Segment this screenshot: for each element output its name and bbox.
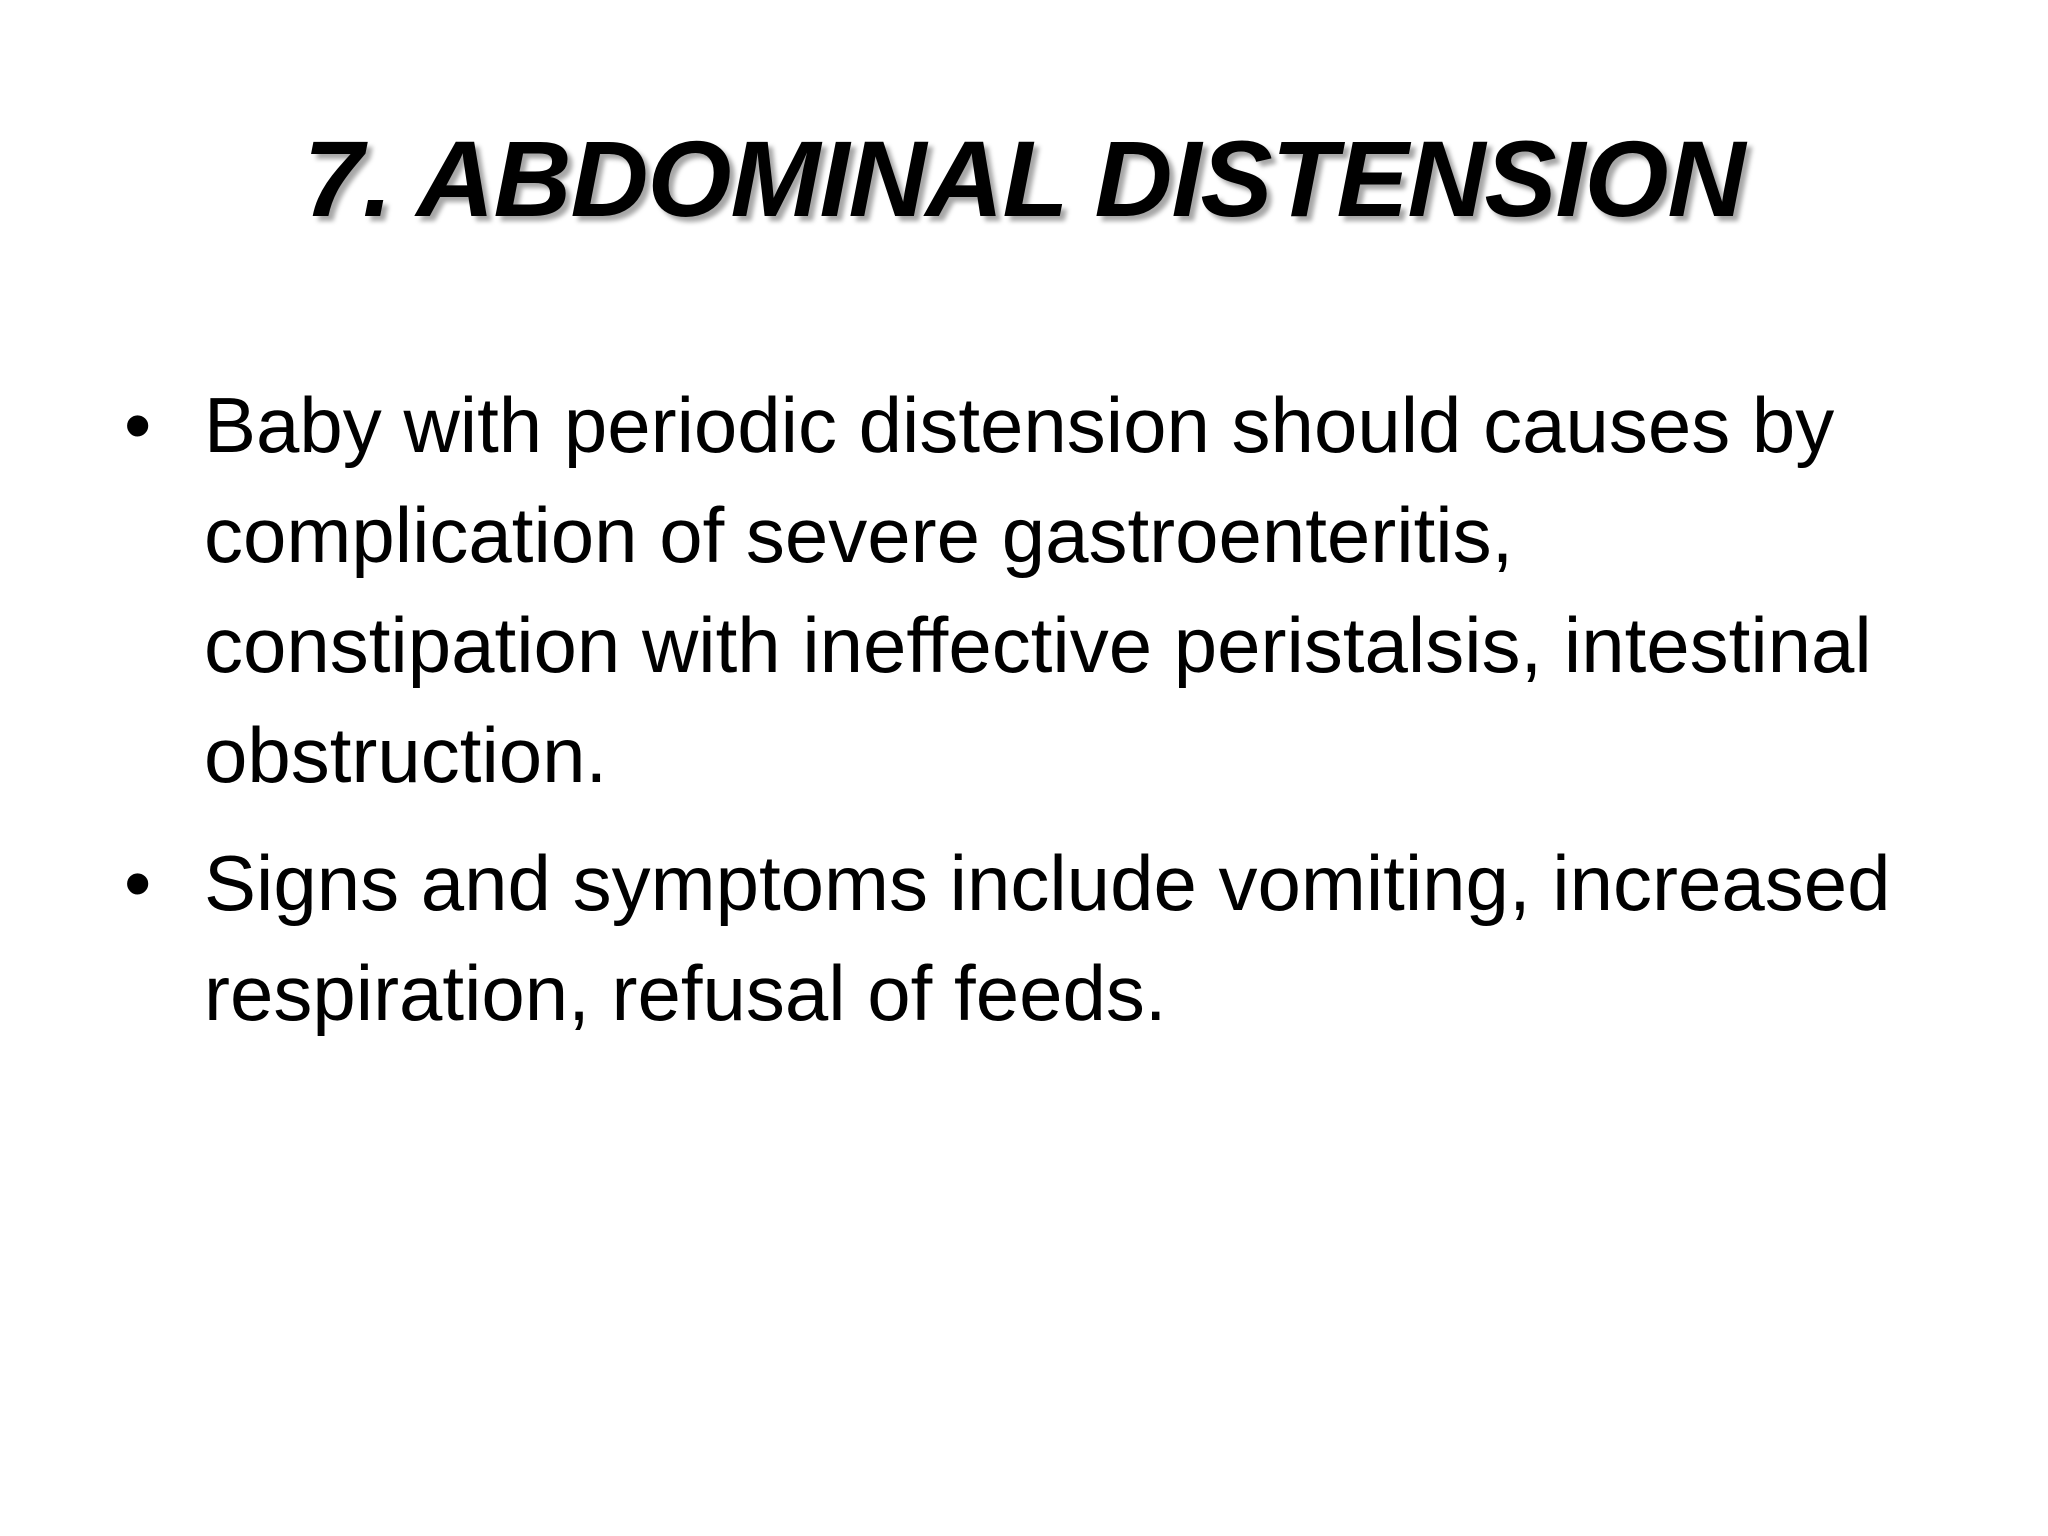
bullet-text: Signs and symptoms include vomiting, increased respiration, refusal of feeds.	[204, 839, 1891, 1037]
bullet-item	[120, 370, 1920, 810]
bullet-item	[120, 828, 1920, 1048]
bullet-icon: •	[124, 381, 152, 469]
bullet-icon: •	[124, 839, 152, 927]
bullet-text: Baby with periodic distension should causes by complication of severe gastroenteritis, constipation with ineffective peristalsis, intestinal obstruction.	[204, 381, 1872, 799]
bullet-list	[120, 370, 1920, 1066]
slide-title: 7. ABDOMINAL DISTENSION	[303, 118, 1745, 239]
